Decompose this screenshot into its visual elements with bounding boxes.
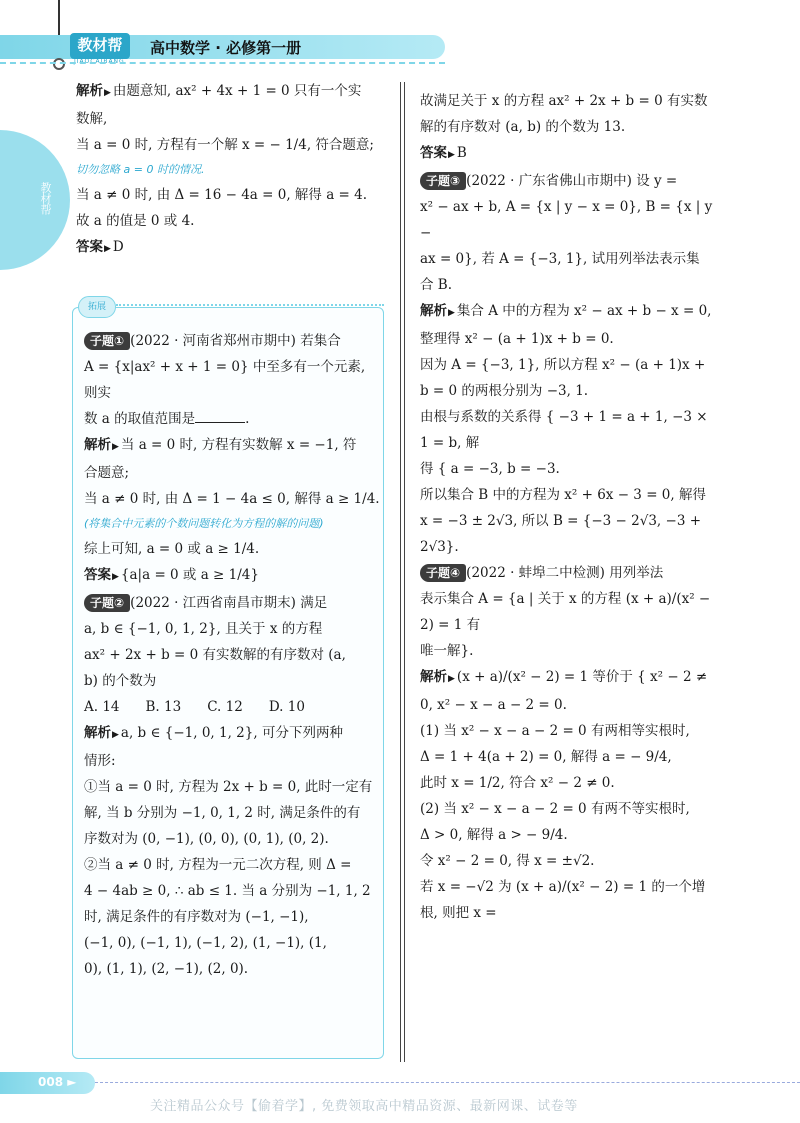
text-line [420, 404, 720, 456]
line-text: (2022 · 河南省郑州市期中) 若集合 [130, 333, 341, 349]
arrow-icon: ▶ [448, 674, 455, 684]
line-text: ax² + 2x + b = 0 有实数解的有序数对 (a, [84, 647, 346, 663]
text-line [420, 718, 720, 744]
line-text: 合题意; [84, 465, 130, 481]
choice-option: C. 12 [207, 699, 243, 715]
extension-box-content [84, 328, 380, 982]
subproblem-badge: 子题② [84, 594, 130, 612]
page-number: 008 ► [38, 1075, 77, 1089]
choice-option: B. 13 [145, 699, 182, 715]
text-line [420, 456, 720, 482]
left-column [76, 78, 391, 262]
arrow-icon: ▶ [112, 442, 119, 452]
text-line [420, 114, 720, 140]
line-text: (2022 · 江西省南昌市期末) 满足 [130, 595, 328, 611]
column-divider [400, 82, 401, 1062]
line-text: Δ > 0, 解得 a > − 9/4. [420, 827, 568, 843]
text-line [420, 88, 720, 114]
subproblem-badge: 子题④ [420, 564, 466, 582]
text-line [76, 132, 391, 158]
text-line [420, 352, 720, 378]
header-logo-sub: JIAOCAIBANG [74, 58, 125, 65]
line-text: (2022 · 蚌埠二中检测) 用列举法 [466, 565, 664, 581]
section-tag: 解析 [76, 83, 103, 99]
line-text: 解, 当 b 分别为 −1, 0, 1, 2 时, 满足条件的有 [84, 805, 361, 821]
line-text: {a|a = 0 或 a ≥ 1/4} [120, 567, 259, 583]
text-line [84, 774, 380, 800]
line-text: (x + a)/(x² − 2) = 1 等价于 { x² − 2 ≠ 0, x² − x − a − 2 = 0. [420, 669, 708, 713]
arrow-icon: ▶ [112, 730, 119, 740]
line-text: 所以集合 B 中的方程为 x² + 6x − 3 = 0, 解得 [420, 487, 706, 503]
page-title: 高中数学 · 必修第一册 [150, 39, 302, 57]
text-line [84, 432, 380, 460]
line-text: x² − ax + b, A = {x | y − x = 0}, B = {x | y − [420, 199, 713, 241]
text-line [76, 78, 391, 106]
text-line [420, 298, 720, 326]
text-line [84, 642, 380, 668]
line-text: 数 a 的取值范围是 [84, 411, 196, 427]
line-text: 综上可知, a = 0 或 a ≥ 1/4. [84, 541, 260, 557]
line-text: 若 x = −√2 为 (x + a)/(x² − 2) = 1 的一个增根, 则把 x = [420, 879, 706, 921]
choice-option: A. 14 [84, 699, 120, 715]
text-line [84, 826, 380, 852]
footer-watermark: 关注精品公众号【偷着学】, 免费领取高中精品资源、最新网课、试卷等 [150, 1099, 578, 1114]
line-text: (2) 当 x² − x − a − 2 = 0 有两不等实根时, [420, 801, 690, 817]
arrow-icon: ▶ [104, 88, 111, 98]
line-text: b) 的个数为 [84, 673, 157, 689]
text-line [84, 406, 380, 432]
hanger-ball [53, 58, 65, 70]
text-line [84, 590, 380, 616]
text-line [84, 930, 380, 956]
text-line [420, 744, 720, 770]
text-line [84, 486, 380, 512]
subproblem-badge: 子题③ [420, 172, 466, 190]
line-text: 情形: [84, 753, 116, 769]
line-text: 得 { a = −3, b = −3. [420, 461, 560, 477]
text-line [420, 874, 720, 926]
line-text: (−1, 0), (−1, 1), (−1, 2), (1, −1), (1, [84, 935, 327, 951]
box-icon: 拓展 [78, 296, 116, 318]
line-text: 时, 满足条件的有序数对为 (−1, −1), [84, 909, 309, 925]
line-text: (1) 当 x² − x − a − 2 = 0 有两相等实根时, [420, 723, 690, 739]
text-line [420, 664, 720, 718]
text-line [420, 194, 720, 246]
line-text: 0), (1, 1), (2, −1), (2, 0). [84, 961, 249, 977]
answer-blank [195, 409, 245, 423]
text-line [420, 848, 720, 874]
margin-note: 切勿忽略 a = 0 时的情况. [76, 163, 205, 176]
line-text: 2√3}. [420, 539, 459, 555]
text-line [420, 534, 720, 560]
header-divider [0, 62, 445, 64]
line-text: 数解, [76, 111, 108, 127]
right-column [420, 88, 720, 926]
line-text: 4 − 4ab ≥ 0, ∴ ab ≤ 1. 当 a 分别为 −1, 1, 2 [84, 883, 371, 899]
text-line [420, 822, 720, 848]
section-tag: 答案 [84, 567, 111, 583]
line-text: 集合 A 中的方程为 x² − ax + b − x = 0, [456, 303, 712, 319]
text-line [84, 668, 380, 694]
line-text: 整理得 x² − (a + 1)x + b = 0. [420, 331, 614, 347]
text-line [84, 852, 380, 878]
line-text: 此时 x = 1/2, 符合 x² − 2 ≠ 0. [420, 775, 615, 791]
box-top-decoration [116, 304, 384, 306]
line-text: a, b ∈ {−1, 0, 1, 2}, 可分下列两种 [120, 725, 343, 741]
line-text: x = −3 ± 2√3, 所以 B = {−3 − 2√3, −3 + [420, 513, 702, 529]
arrow-icon: ▶ [104, 244, 111, 254]
text-line [420, 638, 720, 664]
line-text: A = {x|ax² + x + 1 = 0} 中至多有一个元素, 则实 [84, 359, 366, 401]
text-line [420, 378, 720, 404]
text-line [420, 770, 720, 796]
side-tab-label: 教材帮 [39, 181, 52, 215]
text-line [76, 106, 391, 132]
text-line [420, 246, 720, 272]
text-line [420, 796, 720, 822]
column-divider [404, 82, 405, 1062]
line-text: 当 a = 0 时, 方程有一个解 x = − 1/4, 符合题意; [76, 137, 374, 153]
line-text: 合 B. [420, 277, 453, 293]
line-text: 故满足关于 x 的方程 ax² + 2x + b = 0 有实数 [420, 93, 708, 109]
line-text: 表示集合 A = {a | 关于 x 的方程 (x + a)/(x² − 2) = 1 有 [420, 591, 711, 633]
text-line [76, 182, 391, 208]
text-line [76, 234, 391, 262]
arrow-icon: ▶ [448, 150, 455, 160]
section-tag: 解析 [84, 725, 111, 741]
arrow-icon: ▶ [112, 572, 119, 582]
text-line [84, 904, 380, 930]
text-line [420, 272, 720, 298]
line-text: b = 0 的两根分别为 −3, 1. [420, 383, 589, 399]
text-line [84, 328, 380, 354]
choice-option: D. 10 [268, 699, 305, 715]
line-text: . [245, 411, 250, 427]
line-text: (2022 · 广东省佛山市期中) 设 y = [466, 173, 678, 189]
text-line [84, 354, 380, 406]
text-line [420, 560, 720, 586]
section-tag: 答案 [76, 239, 103, 255]
text-line [84, 956, 380, 982]
line-text: ①当 a = 0 时, 方程为 2x + b = 0, 此时一定有 [84, 779, 373, 795]
text-line [84, 616, 380, 642]
text-line [84, 562, 380, 590]
text-line [420, 508, 720, 534]
footer-divider [95, 1082, 800, 1083]
text-line [84, 878, 380, 904]
line-text: 序数对为 (0, −1), (0, 0), (0, 1), (0, 2). [84, 831, 329, 847]
text-line [84, 694, 380, 720]
text-line [420, 482, 720, 508]
section-tag: 解析 [420, 303, 447, 319]
line-text: 当 a = 0 时, 方程有实数解 x = −1, 符 [120, 437, 357, 453]
line-text: 唯一解}. [420, 643, 474, 659]
subproblem-badge: 子题① [84, 332, 130, 350]
text-line [420, 140, 720, 168]
text-line [84, 800, 380, 826]
line-text: Δ = 1 + 4(a + 2) = 0, 解得 a = − 9/4, [420, 749, 672, 765]
text-line [84, 748, 380, 774]
line-text: 解的有序数对 (a, b) 的个数为 13. [420, 119, 626, 135]
line-text: 当 a ≠ 0 时, 由 Δ = 16 − 4a = 0, 解得 a = 4. [76, 187, 368, 203]
text-line [420, 326, 720, 352]
line-text: 当 a ≠ 0 时, 由 Δ = 1 − 4a ≤ 0, 解得 a ≥ 1/4. [84, 491, 380, 507]
line-text: 故 a 的值是 0 或 4. [76, 213, 195, 229]
text-line [84, 536, 380, 562]
section-tag: 解析 [420, 669, 447, 685]
text-line [420, 168, 720, 194]
text-line [84, 720, 380, 748]
line-text: ②当 a ≠ 0 时, 方程为一元二次方程, 则 Δ = [84, 857, 352, 873]
line-text: 由题意知, ax² + 4x + 1 = 0 只有一个实 [112, 83, 362, 99]
text-line [420, 586, 720, 638]
text-line [84, 460, 380, 486]
arrow-icon: ▶ [448, 308, 455, 318]
line-text: D [112, 239, 124, 255]
section-tag: 解析 [84, 437, 111, 453]
line-text: 由根与系数的关系得 { −3 + 1 = a + 1, −3 × 1 = b, 解 [420, 409, 708, 451]
margin-note: (将集合中元素的个数问题转化为方程的解的问题) [84, 517, 324, 530]
line-text: 因为 A = {−3, 1}, 所以方程 x² − (a + 1)x + [420, 357, 706, 373]
section-tag: 答案 [420, 145, 447, 161]
line-text: B [456, 145, 467, 161]
line-text: ax = 0}, 若 A = {−3, 1}, 试用列举法表示集 [420, 251, 700, 267]
hanger-string [58, 0, 60, 38]
line-text: 令 x² − 2 = 0, 得 x = ±√2. [420, 853, 595, 869]
header-logo: 教材帮 [70, 33, 130, 59]
text-line [76, 208, 391, 234]
line-text: a, b ∈ {−1, 0, 1, 2}, 且关于 x 的方程 [84, 621, 323, 637]
